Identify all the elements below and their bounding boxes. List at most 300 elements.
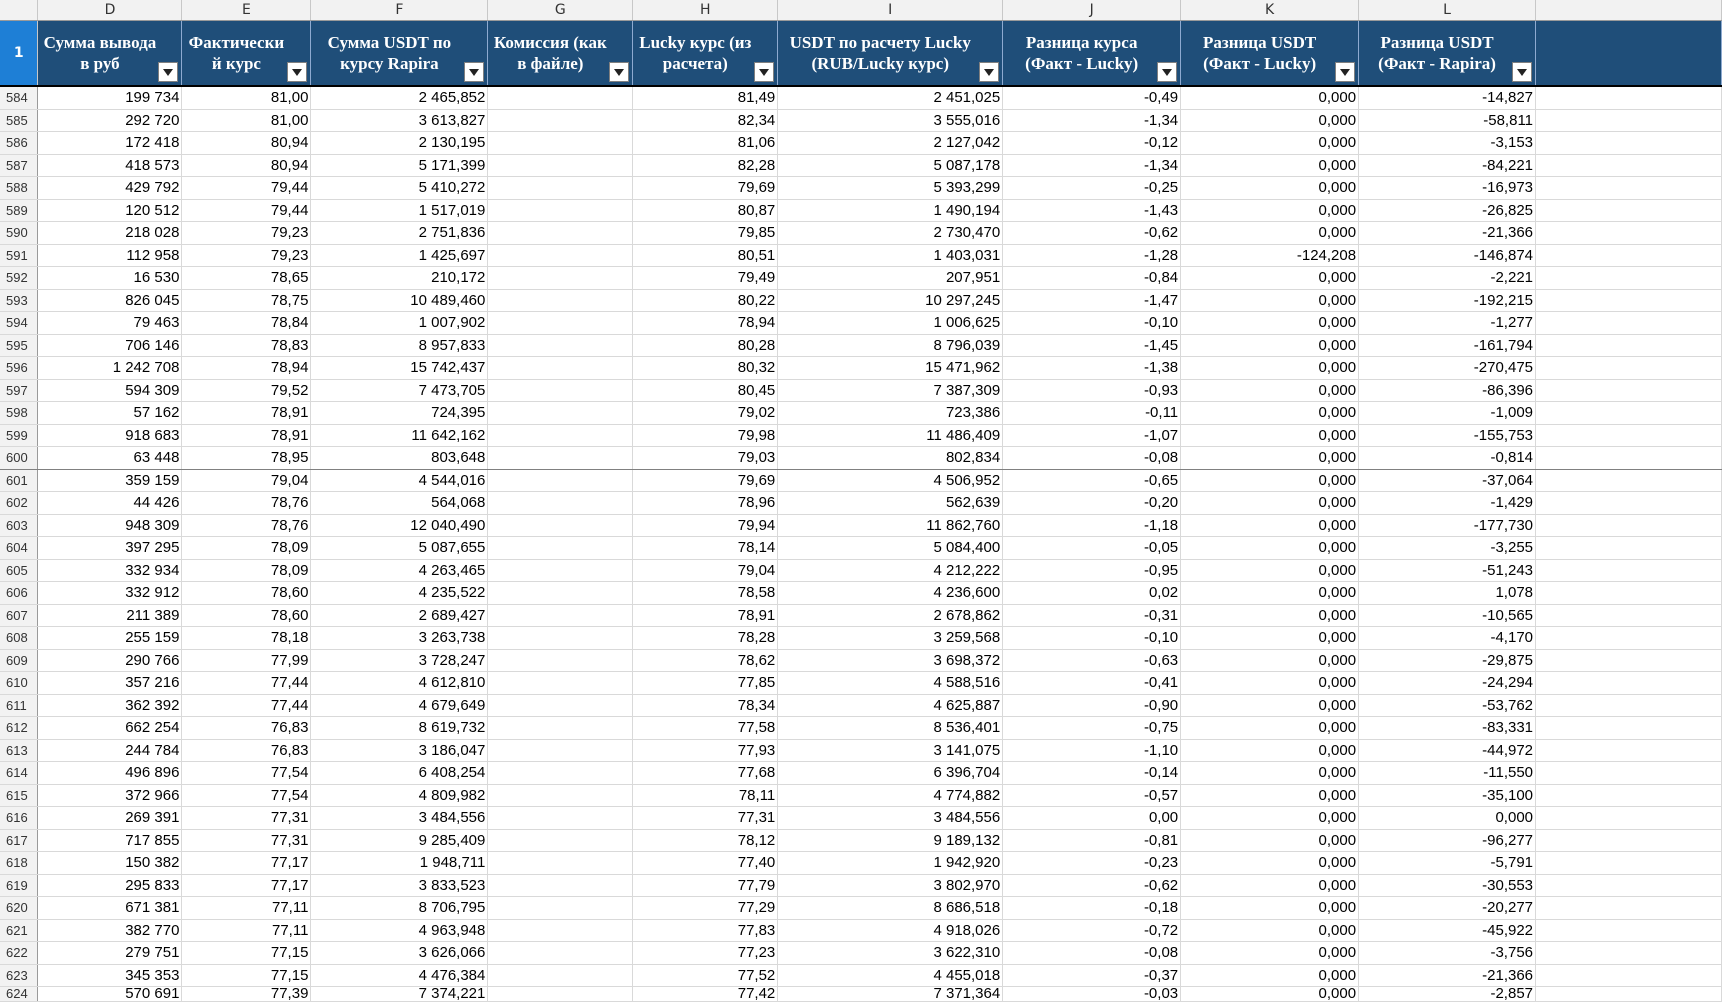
- cell-lucky-rate[interactable]: 78,58: [633, 582, 778, 605]
- cell-rate-diff[interactable]: -0,08: [1003, 942, 1181, 965]
- row-number[interactable]: 598: [0, 402, 38, 425]
- cell-usdt-lucky[interactable]: 4 212,222: [778, 559, 1003, 582]
- cell-next-empty[interactable]: [1536, 559, 1722, 582]
- cell-rate-diff[interactable]: -0,11: [1003, 402, 1181, 425]
- cell-next-empty[interactable]: [1536, 784, 1722, 807]
- cell-next-empty[interactable]: [1536, 807, 1722, 830]
- cell-fact-rate[interactable]: 79,44: [182, 199, 311, 222]
- cell-commission[interactable]: [488, 559, 633, 582]
- cell-next-empty[interactable]: [1536, 447, 1722, 470]
- cell-lucky-rate[interactable]: 78,14: [633, 537, 778, 560]
- cell-sum-rub[interactable]: 269 391: [38, 807, 182, 830]
- cell-usdt-diff-lucky[interactable]: 0,000: [1181, 919, 1359, 942]
- cell-commission[interactable]: [488, 357, 633, 380]
- cell-usdt-diff-rapira[interactable]: -3,153: [1359, 132, 1536, 155]
- cell-usdt-diff-lucky[interactable]: 0,000: [1181, 739, 1359, 762]
- cell-sum-rub[interactable]: 255 159: [38, 627, 182, 650]
- cell-usdt-lucky[interactable]: 4 588,516: [778, 672, 1003, 695]
- cell-commission[interactable]: [488, 762, 633, 785]
- cell-rate-diff[interactable]: -1,47: [1003, 289, 1181, 312]
- cell-next-empty[interactable]: [1536, 739, 1722, 762]
- cell-usdt-diff-lucky[interactable]: 0,000: [1181, 312, 1359, 335]
- cell-usdt-lucky[interactable]: 5 393,299: [778, 177, 1003, 200]
- cell-usdt-diff-rapira[interactable]: -5,791: [1359, 852, 1536, 875]
- cell-sum-rub[interactable]: 150 382: [38, 852, 182, 875]
- cell-sum-rub[interactable]: 79 463: [38, 312, 182, 335]
- cell-usdt-rapira[interactable]: 5 171,399: [311, 154, 488, 177]
- row-number[interactable]: 614: [0, 762, 38, 785]
- cell-usdt-rapira[interactable]: 2 465,852: [311, 86, 488, 109]
- cell-usdt-rapira[interactable]: 3 833,523: [311, 874, 488, 897]
- cell-commission[interactable]: [488, 627, 633, 650]
- row-number[interactable]: 604: [0, 537, 38, 560]
- cell-next-empty[interactable]: [1536, 852, 1722, 875]
- cell-commission[interactable]: [488, 897, 633, 920]
- cell-usdt-rapira[interactable]: 4 476,384: [311, 964, 488, 987]
- cell-sum-rub[interactable]: 382 770: [38, 919, 182, 942]
- cell-next-empty[interactable]: [1536, 514, 1722, 537]
- cell-next-empty[interactable]: [1536, 289, 1722, 312]
- cell-usdt-diff-rapira[interactable]: 0,000: [1359, 807, 1536, 830]
- filter-dropdown-icon[interactable]: [609, 62, 629, 82]
- cell-usdt-diff-rapira[interactable]: -161,794: [1359, 334, 1536, 357]
- cell-lucky-rate[interactable]: 81,49: [633, 86, 778, 109]
- cell-usdt-diff-rapira[interactable]: -44,972: [1359, 739, 1536, 762]
- cell-commission[interactable]: [488, 694, 633, 717]
- cell-lucky-rate[interactable]: 78,12: [633, 829, 778, 852]
- cell-usdt-lucky[interactable]: 7 371,364: [778, 987, 1003, 1002]
- cell-lucky-rate[interactable]: 77,68: [633, 762, 778, 785]
- cell-sum-rub[interactable]: 418 573: [38, 154, 182, 177]
- cell-usdt-lucky[interactable]: 15 471,962: [778, 357, 1003, 380]
- cell-lucky-rate[interactable]: 79,69: [633, 469, 778, 492]
- cell-fact-rate[interactable]: 78,84: [182, 312, 311, 335]
- cell-rate-diff[interactable]: -0,93: [1003, 379, 1181, 402]
- row-number[interactable]: 603: [0, 514, 38, 537]
- row-number[interactable]: 589: [0, 199, 38, 222]
- cell-lucky-rate[interactable]: 80,51: [633, 244, 778, 267]
- cell-usdt-diff-lucky[interactable]: 0,000: [1181, 582, 1359, 605]
- cell-next-empty[interactable]: [1536, 627, 1722, 650]
- cell-usdt-lucky[interactable]: 3 141,075: [778, 739, 1003, 762]
- cell-lucky-rate[interactable]: 77,93: [633, 739, 778, 762]
- cell-usdt-diff-lucky[interactable]: 0,000: [1181, 132, 1359, 155]
- cell-usdt-lucky[interactable]: 1 490,194: [778, 199, 1003, 222]
- cell-commission[interactable]: [488, 987, 633, 1002]
- cell-commission[interactable]: [488, 874, 633, 897]
- cell-commission[interactable]: [488, 267, 633, 290]
- cell-next-empty[interactable]: [1536, 492, 1722, 515]
- cell-commission[interactable]: [488, 312, 633, 335]
- cell-rate-diff[interactable]: -1,18: [1003, 514, 1181, 537]
- cell-commission[interactable]: [488, 154, 633, 177]
- cell-next-empty[interactable]: [1536, 357, 1722, 380]
- cell-commission[interactable]: [488, 514, 633, 537]
- cell-usdt-diff-rapira[interactable]: -177,730: [1359, 514, 1536, 537]
- cell-sum-rub[interactable]: 345 353: [38, 964, 182, 987]
- cell-usdt-diff-rapira[interactable]: -0,814: [1359, 447, 1536, 470]
- cell-fact-rate[interactable]: 78,94: [182, 357, 311, 380]
- cell-rate-diff[interactable]: -1,07: [1003, 424, 1181, 447]
- cell-lucky-rate[interactable]: 77,29: [633, 897, 778, 920]
- cell-usdt-diff-rapira[interactable]: -30,553: [1359, 874, 1536, 897]
- cell-sum-rub[interactable]: 429 792: [38, 177, 182, 200]
- cell-lucky-rate[interactable]: 78,11: [633, 784, 778, 807]
- cell-commission[interactable]: [488, 852, 633, 875]
- row-number[interactable]: 590: [0, 222, 38, 245]
- cell-usdt-diff-rapira[interactable]: -53,762: [1359, 694, 1536, 717]
- cell-sum-rub[interactable]: 295 833: [38, 874, 182, 897]
- row-number[interactable]: 623: [0, 964, 38, 987]
- cell-fact-rate[interactable]: 79,23: [182, 244, 311, 267]
- cell-usdt-lucky[interactable]: 8 796,039: [778, 334, 1003, 357]
- row-number[interactable]: 587: [0, 154, 38, 177]
- cell-usdt-diff-lucky[interactable]: 0,000: [1181, 762, 1359, 785]
- cell-usdt-diff-lucky[interactable]: 0,000: [1181, 897, 1359, 920]
- column-header-next[interactable]: [1536, 0, 1722, 21]
- cell-usdt-rapira[interactable]: 564,068: [311, 492, 488, 515]
- cell-usdt-rapira[interactable]: 210,172: [311, 267, 488, 290]
- row-number[interactable]: 597: [0, 379, 38, 402]
- cell-fact-rate[interactable]: 77,11: [182, 897, 311, 920]
- cell-sum-rub[interactable]: 948 309: [38, 514, 182, 537]
- cell-sum-rub[interactable]: 362 392: [38, 694, 182, 717]
- cell-usdt-rapira[interactable]: 3 186,047: [311, 739, 488, 762]
- cell-lucky-rate[interactable]: 77,23: [633, 942, 778, 965]
- cell-usdt-lucky[interactable]: 802,834: [778, 447, 1003, 470]
- cell-next-empty[interactable]: [1536, 199, 1722, 222]
- cell-usdt-lucky[interactable]: 11 486,409: [778, 424, 1003, 447]
- cell-usdt-lucky[interactable]: 3 802,970: [778, 874, 1003, 897]
- cell-next-empty[interactable]: [1536, 379, 1722, 402]
- cell-usdt-rapira[interactable]: 3 263,738: [311, 627, 488, 650]
- cell-usdt-diff-lucky[interactable]: 0,000: [1181, 829, 1359, 852]
- cell-usdt-diff-rapira[interactable]: -83,331: [1359, 717, 1536, 740]
- cell-usdt-lucky[interactable]: 10 297,245: [778, 289, 1003, 312]
- cell-lucky-rate[interactable]: 77,58: [633, 717, 778, 740]
- cell-fact-rate[interactable]: 78,60: [182, 604, 311, 627]
- cell-fact-rate[interactable]: 78,18: [182, 627, 311, 650]
- cell-next-empty[interactable]: [1536, 919, 1722, 942]
- row-number[interactable]: 599: [0, 424, 38, 447]
- row-number-1[interactable]: 1: [0, 21, 38, 87]
- cell-rate-diff[interactable]: -0,84: [1003, 267, 1181, 290]
- cell-usdt-rapira[interactable]: 3 613,827: [311, 109, 488, 132]
- cell-fact-rate[interactable]: 77,31: [182, 807, 311, 830]
- cell-next-empty[interactable]: [1536, 649, 1722, 672]
- cell-rate-diff[interactable]: -0,03: [1003, 987, 1181, 1002]
- cell-sum-rub[interactable]: 332 912: [38, 582, 182, 605]
- cell-next-empty[interactable]: [1536, 222, 1722, 245]
- cell-usdt-lucky[interactable]: 2 730,470: [778, 222, 1003, 245]
- cell-sum-rub[interactable]: 570 691: [38, 987, 182, 1002]
- cell-usdt-rapira[interactable]: 10 489,460: [311, 289, 488, 312]
- cell-lucky-rate[interactable]: 77,42: [633, 987, 778, 1002]
- cell-sum-rub[interactable]: 57 162: [38, 402, 182, 425]
- row-number[interactable]: 620: [0, 897, 38, 920]
- cell-usdt-diff-rapira[interactable]: -2,221: [1359, 267, 1536, 290]
- cell-usdt-diff-lucky[interactable]: 0,000: [1181, 177, 1359, 200]
- cell-fact-rate[interactable]: 77,54: [182, 762, 311, 785]
- cell-fact-rate[interactable]: 80,94: [182, 132, 311, 155]
- cell-next-empty[interactable]: [1536, 312, 1722, 335]
- cell-usdt-diff-rapira[interactable]: -16,973: [1359, 177, 1536, 200]
- column-header-l[interactable]: L: [1359, 0, 1536, 21]
- cell-rate-diff[interactable]: -0,25: [1003, 177, 1181, 200]
- cell-usdt-diff-lucky[interactable]: 0,000: [1181, 784, 1359, 807]
- cell-usdt-rapira[interactable]: 1 007,902: [311, 312, 488, 335]
- cell-sum-rub[interactable]: 594 309: [38, 379, 182, 402]
- cell-next-empty[interactable]: [1536, 694, 1722, 717]
- filter-dropdown-icon[interactable]: [158, 62, 178, 82]
- cell-rate-diff[interactable]: -1,28: [1003, 244, 1181, 267]
- cell-fact-rate[interactable]: 77,44: [182, 694, 311, 717]
- cell-usdt-lucky[interactable]: 8 686,518: [778, 897, 1003, 920]
- cell-usdt-rapira[interactable]: 8 706,795: [311, 897, 488, 920]
- row-number[interactable]: 585: [0, 109, 38, 132]
- row-number[interactable]: 618: [0, 852, 38, 875]
- cell-usdt-diff-rapira[interactable]: -21,366: [1359, 222, 1536, 245]
- cell-rate-diff[interactable]: -0,37: [1003, 964, 1181, 987]
- cell-usdt-diff-lucky[interactable]: 0,000: [1181, 874, 1359, 897]
- cell-lucky-rate[interactable]: 82,28: [633, 154, 778, 177]
- row-number[interactable]: 602: [0, 492, 38, 515]
- cell-fact-rate[interactable]: 78,76: [182, 514, 311, 537]
- cell-usdt-diff-lucky[interactable]: 0,000: [1181, 86, 1359, 109]
- cell-fact-rate[interactable]: 77,44: [182, 672, 311, 695]
- cell-usdt-rapira[interactable]: 9 285,409: [311, 829, 488, 852]
- row-number[interactable]: 619: [0, 874, 38, 897]
- cell-commission[interactable]: [488, 424, 633, 447]
- cell-usdt-rapira[interactable]: 11 642,162: [311, 424, 488, 447]
- cell-rate-diff[interactable]: -1,34: [1003, 154, 1181, 177]
- row-number[interactable]: 605: [0, 559, 38, 582]
- row-number[interactable]: 622: [0, 942, 38, 965]
- cell-usdt-diff-rapira[interactable]: -96,277: [1359, 829, 1536, 852]
- cell-usdt-lucky[interactable]: 1 403,031: [778, 244, 1003, 267]
- cell-fact-rate[interactable]: 79,44: [182, 177, 311, 200]
- cell-lucky-rate[interactable]: 79,04: [633, 559, 778, 582]
- select-all-corner[interactable]: [0, 0, 38, 21]
- cell-rate-diff[interactable]: -1,43: [1003, 199, 1181, 222]
- cell-usdt-diff-rapira[interactable]: -155,753: [1359, 424, 1536, 447]
- column-header-g[interactable]: G: [488, 0, 633, 21]
- cell-rate-diff[interactable]: -0,23: [1003, 852, 1181, 875]
- cell-usdt-diff-lucky[interactable]: 0,000: [1181, 379, 1359, 402]
- cell-usdt-diff-lucky[interactable]: 0,000: [1181, 402, 1359, 425]
- cell-fact-rate[interactable]: 79,23: [182, 222, 311, 245]
- cell-commission[interactable]: [488, 829, 633, 852]
- cell-usdt-rapira[interactable]: 7 473,705: [311, 379, 488, 402]
- cell-usdt-diff-rapira[interactable]: -270,475: [1359, 357, 1536, 380]
- cell-commission[interactable]: [488, 604, 633, 627]
- cell-fact-rate[interactable]: 81,00: [182, 86, 311, 109]
- cell-rate-diff[interactable]: -0,63: [1003, 649, 1181, 672]
- cell-rate-diff[interactable]: -0,31: [1003, 604, 1181, 627]
- cell-fact-rate[interactable]: 78,65: [182, 267, 311, 290]
- column-header-j[interactable]: J: [1003, 0, 1181, 21]
- cell-fact-rate[interactable]: 77,99: [182, 649, 311, 672]
- cell-rate-diff[interactable]: -0,12: [1003, 132, 1181, 155]
- cell-lucky-rate[interactable]: 79,02: [633, 402, 778, 425]
- cell-usdt-diff-lucky[interactable]: 0,000: [1181, 604, 1359, 627]
- cell-commission[interactable]: [488, 807, 633, 830]
- cell-usdt-rapira[interactable]: 4 263,465: [311, 559, 488, 582]
- cell-next-empty[interactable]: [1536, 177, 1722, 200]
- cell-fact-rate[interactable]: 78,91: [182, 424, 311, 447]
- cell-usdt-lucky[interactable]: 3 555,016: [778, 109, 1003, 132]
- row-number[interactable]: 593: [0, 289, 38, 312]
- cell-sum-rub[interactable]: 826 045: [38, 289, 182, 312]
- cell-sum-rub[interactable]: 218 028: [38, 222, 182, 245]
- cell-fact-rate[interactable]: 80,94: [182, 154, 311, 177]
- cell-usdt-diff-rapira[interactable]: -45,922: [1359, 919, 1536, 942]
- cell-usdt-diff-lucky[interactable]: 0,000: [1181, 987, 1359, 1002]
- cell-usdt-lucky[interactable]: 9 189,132: [778, 829, 1003, 852]
- cell-usdt-rapira[interactable]: 8 957,833: [311, 334, 488, 357]
- row-number[interactable]: 594: [0, 312, 38, 335]
- cell-usdt-diff-rapira[interactable]: -29,875: [1359, 649, 1536, 672]
- cell-sum-rub[interactable]: 63 448: [38, 447, 182, 470]
- cell-rate-diff[interactable]: -0,72: [1003, 919, 1181, 942]
- filter-dropdown-icon[interactable]: [1335, 62, 1355, 82]
- cell-next-empty[interactable]: [1536, 762, 1722, 785]
- cell-next-empty[interactable]: [1536, 267, 1722, 290]
- cell-usdt-diff-lucky[interactable]: 0,000: [1181, 852, 1359, 875]
- cell-lucky-rate[interactable]: 77,85: [633, 672, 778, 695]
- row-number[interactable]: 595: [0, 334, 38, 357]
- row-number[interactable]: 588: [0, 177, 38, 200]
- cell-lucky-rate[interactable]: 80,45: [633, 379, 778, 402]
- row-number[interactable]: 615: [0, 784, 38, 807]
- cell-usdt-diff-lucky[interactable]: 0,000: [1181, 199, 1359, 222]
- cell-fact-rate[interactable]: 77,15: [182, 942, 311, 965]
- cell-fact-rate[interactable]: 81,00: [182, 109, 311, 132]
- cell-usdt-diff-rapira[interactable]: -20,277: [1359, 897, 1536, 920]
- cell-usdt-diff-rapira[interactable]: -4,170: [1359, 627, 1536, 650]
- cell-fact-rate[interactable]: 77,17: [182, 874, 311, 897]
- cell-rate-diff[interactable]: -0,10: [1003, 627, 1181, 650]
- cell-commission[interactable]: [488, 784, 633, 807]
- cell-sum-rub[interactable]: 717 855: [38, 829, 182, 852]
- cell-usdt-diff-lucky[interactable]: 0,000: [1181, 492, 1359, 515]
- cell-usdt-rapira[interactable]: 15 742,437: [311, 357, 488, 380]
- cell-lucky-rate[interactable]: 79,03: [633, 447, 778, 470]
- cell-usdt-diff-rapira[interactable]: -24,294: [1359, 672, 1536, 695]
- cell-fact-rate[interactable]: 77,54: [182, 784, 311, 807]
- cell-commission[interactable]: [488, 334, 633, 357]
- cell-next-empty[interactable]: [1536, 604, 1722, 627]
- column-header-e[interactable]: E: [182, 0, 311, 21]
- cell-sum-rub[interactable]: 172 418: [38, 132, 182, 155]
- cell-usdt-rapira[interactable]: 4 544,016: [311, 469, 488, 492]
- row-number[interactable]: 606: [0, 582, 38, 605]
- cell-lucky-rate[interactable]: 77,79: [633, 874, 778, 897]
- cell-commission[interactable]: [488, 447, 633, 470]
- cell-commission[interactable]: [488, 109, 633, 132]
- cell-usdt-rapira[interactable]: 3 484,556: [311, 807, 488, 830]
- row-number[interactable]: 586: [0, 132, 38, 155]
- row-number[interactable]: 612: [0, 717, 38, 740]
- cell-next-empty[interactable]: [1536, 987, 1722, 1002]
- cell-usdt-diff-lucky[interactable]: 0,000: [1181, 289, 1359, 312]
- cell-usdt-diff-rapira[interactable]: -21,366: [1359, 964, 1536, 987]
- cell-usdt-diff-rapira[interactable]: -14,827: [1359, 86, 1536, 109]
- cell-lucky-rate[interactable]: 78,96: [633, 492, 778, 515]
- column-header-i[interactable]: I: [778, 0, 1003, 21]
- cell-commission[interactable]: [488, 402, 633, 425]
- cell-rate-diff[interactable]: -1,45: [1003, 334, 1181, 357]
- cell-rate-diff[interactable]: -1,38: [1003, 357, 1181, 380]
- filter-dropdown-icon[interactable]: [754, 62, 774, 82]
- cell-lucky-rate[interactable]: 77,31: [633, 807, 778, 830]
- cell-lucky-rate[interactable]: 78,62: [633, 649, 778, 672]
- cell-usdt-diff-rapira[interactable]: 1,078: [1359, 582, 1536, 605]
- cell-sum-rub[interactable]: 112 958: [38, 244, 182, 267]
- cell-next-empty[interactable]: [1536, 132, 1722, 155]
- cell-sum-rub[interactable]: 16 530: [38, 267, 182, 290]
- cell-usdt-lucky[interactable]: 3 698,372: [778, 649, 1003, 672]
- cell-usdt-rapira[interactable]: 6 408,254: [311, 762, 488, 785]
- cell-next-empty[interactable]: [1536, 672, 1722, 695]
- cell-usdt-rapira[interactable]: 4 679,649: [311, 694, 488, 717]
- row-number[interactable]: 592: [0, 267, 38, 290]
- cell-lucky-rate[interactable]: 78,94: [633, 312, 778, 335]
- cell-sum-rub[interactable]: 290 766: [38, 649, 182, 672]
- cell-usdt-diff-rapira[interactable]: -10,565: [1359, 604, 1536, 627]
- cell-lucky-rate[interactable]: 77,52: [633, 964, 778, 987]
- cell-next-empty[interactable]: [1536, 582, 1722, 605]
- cell-lucky-rate[interactable]: 80,28: [633, 334, 778, 357]
- row-number[interactable]: 611: [0, 694, 38, 717]
- cell-usdt-diff-rapira[interactable]: -35,100: [1359, 784, 1536, 807]
- cell-usdt-diff-rapira[interactable]: -51,243: [1359, 559, 1536, 582]
- cell-usdt-diff-lucky[interactable]: 0,000: [1181, 807, 1359, 830]
- cell-next-empty[interactable]: [1536, 942, 1722, 965]
- cell-sum-rub[interactable]: 332 934: [38, 559, 182, 582]
- row-number[interactable]: 609: [0, 649, 38, 672]
- filter-dropdown-icon[interactable]: [979, 62, 999, 82]
- cell-next-empty[interactable]: [1536, 334, 1722, 357]
- filter-dropdown-icon[interactable]: [287, 62, 307, 82]
- cell-lucky-rate[interactable]: 81,06: [633, 132, 778, 155]
- cell-usdt-lucky[interactable]: 8 536,401: [778, 717, 1003, 740]
- cell-sum-rub[interactable]: 292 720: [38, 109, 182, 132]
- row-number[interactable]: 607: [0, 604, 38, 627]
- cell-usdt-diff-rapira[interactable]: -146,874: [1359, 244, 1536, 267]
- cell-lucky-rate[interactable]: 78,34: [633, 694, 778, 717]
- cell-sum-rub[interactable]: 199 734: [38, 86, 182, 109]
- cell-next-empty[interactable]: [1536, 537, 1722, 560]
- cell-commission[interactable]: [488, 244, 633, 267]
- cell-rate-diff[interactable]: -0,20: [1003, 492, 1181, 515]
- cell-lucky-rate[interactable]: 79,98: [633, 424, 778, 447]
- cell-usdt-rapira[interactable]: 1 948,711: [311, 852, 488, 875]
- row-number[interactable]: 624: [0, 987, 38, 1002]
- cell-usdt-rapira[interactable]: 2 689,427: [311, 604, 488, 627]
- cell-rate-diff[interactable]: -0,10: [1003, 312, 1181, 335]
- cell-usdt-lucky[interactable]: 3 259,568: [778, 627, 1003, 650]
- filter-dropdown-icon[interactable]: [1157, 62, 1177, 82]
- cell-fact-rate[interactable]: 77,39: [182, 987, 311, 1002]
- cell-usdt-lucky[interactable]: 2 678,862: [778, 604, 1003, 627]
- cell-usdt-diff-lucky[interactable]: 0,000: [1181, 154, 1359, 177]
- column-header-k[interactable]: K: [1181, 0, 1359, 21]
- row-number[interactable]: 600: [0, 447, 38, 470]
- cell-usdt-rapira[interactable]: 1 517,019: [311, 199, 488, 222]
- cell-rate-diff[interactable]: -0,08: [1003, 447, 1181, 470]
- cell-usdt-diff-lucky[interactable]: 0,000: [1181, 222, 1359, 245]
